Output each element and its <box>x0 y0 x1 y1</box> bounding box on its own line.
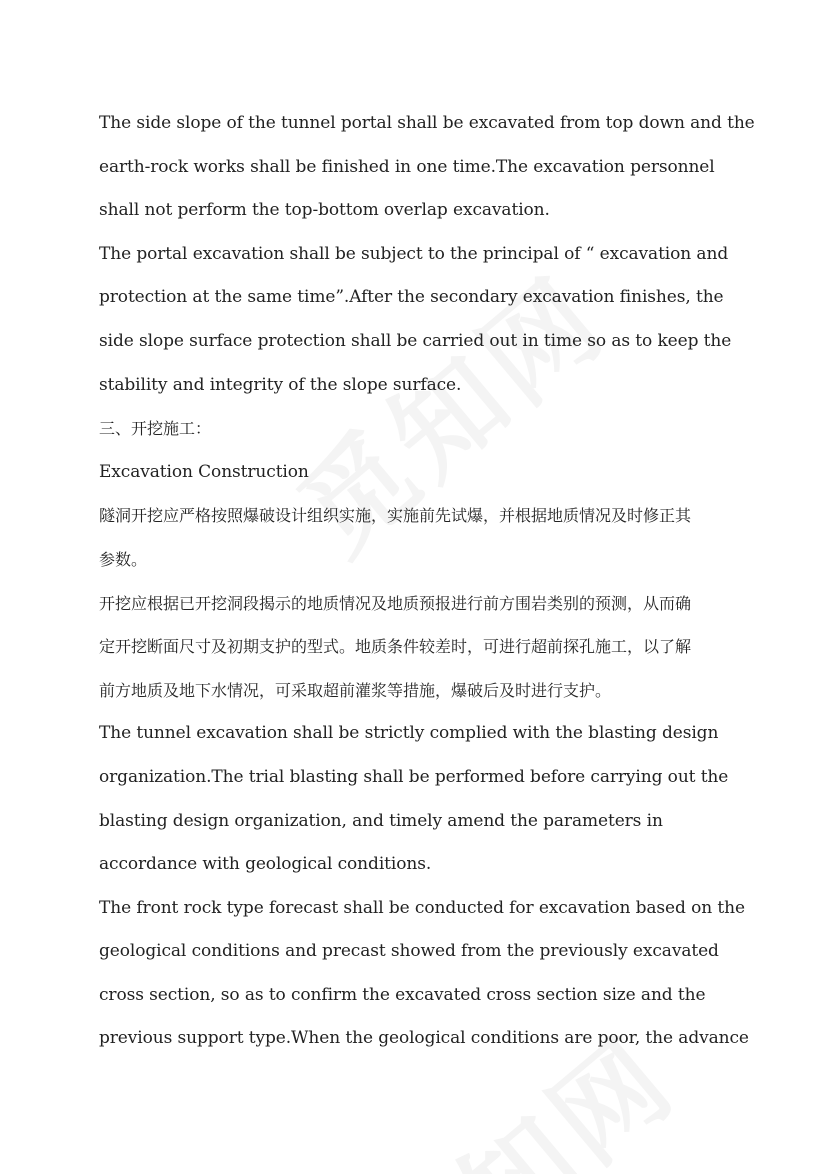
document-body <box>99 102 755 1061</box>
paragraph-line: cross section, so as to confirm the excavated cross section size and the <box>99 984 706 1005</box>
paragraph-line: shall not perform the top-bottom overlap excavation. <box>99 200 550 221</box>
paragraph-line: geological conditions and precast showed from the previously excavated <box>99 941 719 962</box>
paragraph-line: 参数。 <box>99 549 148 569</box>
section-heading: 三、开挖施工： <box>99 419 212 439</box>
paragraph-line: side slope surface protection shall be carried out in time so as to keep the <box>99 330 732 351</box>
paragraph-line: The side slope of the tunnel portal shall be excavated from top down and the <box>99 113 755 133</box>
paragraph-line: accordance with geological conditions. <box>99 854 432 875</box>
paragraph-line: earth-rock works shall be finished in one time.The excavation personnel <box>99 156 715 177</box>
paragraph-line: 定开挖断面尺寸及初期支护的型式。地质条件较差时，可进行超前探孔施工，以了解 <box>99 637 692 657</box>
paragraph-line: protection at the same time”.After the secondary excavation finishes, the <box>99 287 724 308</box>
paragraph-line: previous support type.When the geological conditions are poor, the advance <box>99 1028 749 1049</box>
paragraph-line: blasting design organization, and timely amend the parameters in <box>99 810 663 831</box>
paragraph-line: stability and integrity of the slope surface. <box>99 374 462 395</box>
paragraph-line: 开挖应根据已开挖洞段揭示的地质情况及地质预报进行前方围岩类别的预测，从而确 <box>99 593 692 613</box>
paragraph-line: The tunnel excavation shall be strictly complied with the blasting design <box>99 723 719 744</box>
paragraph-line: 前方地质及地下水情况，可采取超前灌浆等措施，爆破后及时进行支护。 <box>99 680 612 700</box>
paragraph-line: The front rock type forecast shall be conducted for excavation based on the <box>99 897 745 918</box>
section-heading-english: Excavation Construction <box>99 461 309 482</box>
paragraph-line: 隧洞开挖应严格按照爆破设计组织实施，实施前先试爆，并根据地质情况及时修正其 <box>99 506 692 526</box>
paragraph-line: The portal excavation shall be subject to the principal of “ excavation and <box>99 243 729 264</box>
paragraph-line: organization.The trial blasting shall be performed before carrying out the <box>99 766 729 787</box>
